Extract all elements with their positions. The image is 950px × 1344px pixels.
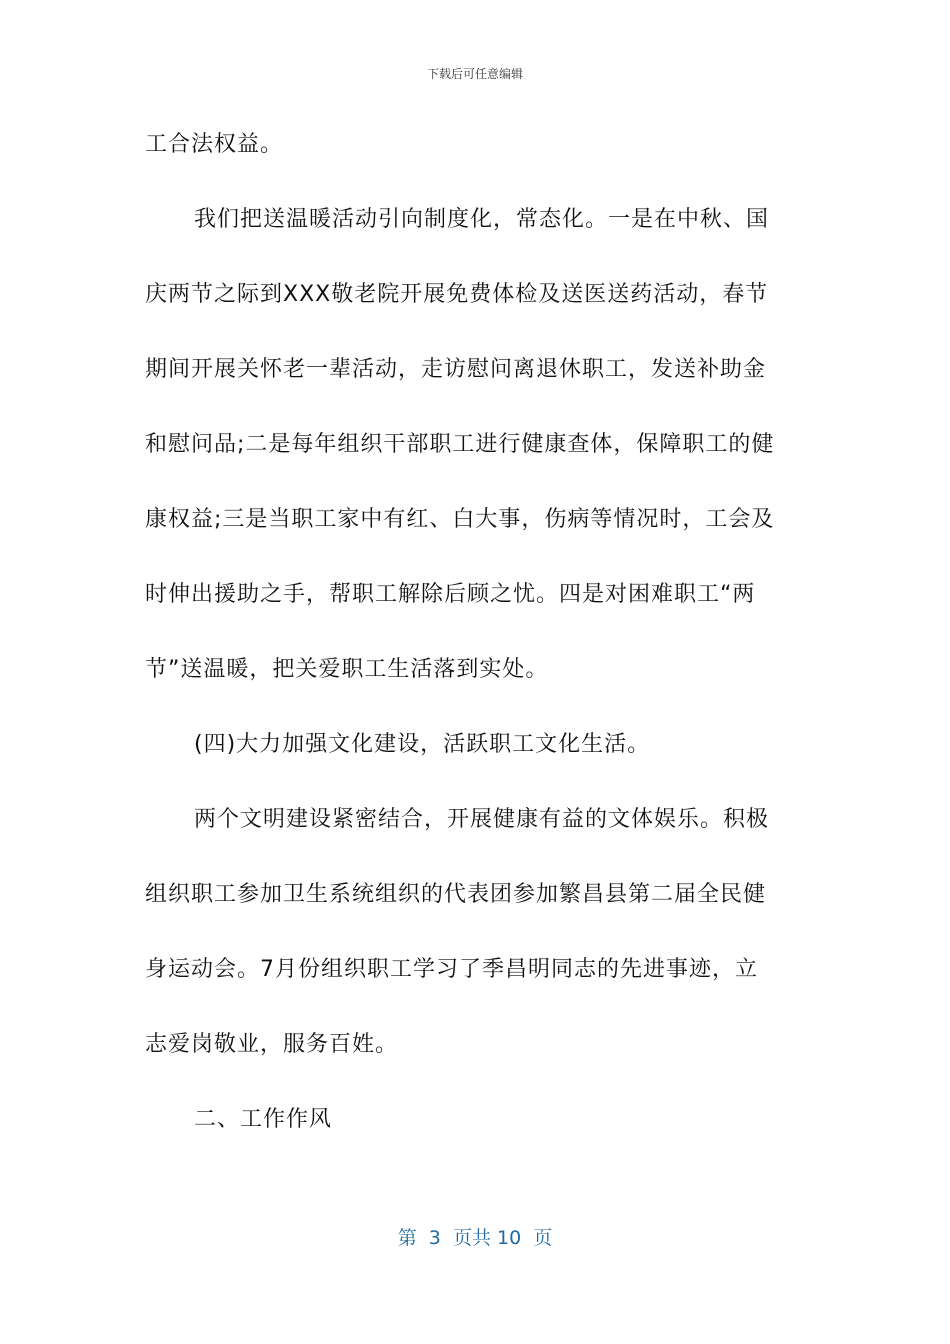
body-line: 庆两节之际到XXX敬老院开展免费体检及送医送药活动，春节 [145,282,769,307]
section-heading: (四)大力加强文化建设，活跃职工文化生活。 [194,732,651,757]
body-line: 组织职工参加卫生系统组织的代表团参加繁昌县第二届全民健 [145,882,767,907]
body-line: 节”送温暖，把关爱职工生活落到实处。 [145,657,549,682]
body-line: 工合法权益。 [145,132,284,157]
body-line: 志爱岗敬业，服务百姓。 [145,1032,399,1057]
body-line: 我们把送温暖活动引向制度化，常态化。一是在中秋、国 [194,207,770,232]
page-number: 第 3 页共 10 页 [397,1227,553,1249]
body-line: 和慰问品;二是每年组织干部职工进行健康查体，保障职工的健 [145,432,775,457]
document-body [145,120,805,1170]
body-line: 期间开展关怀老一辈活动，走访慰问离退休职工，发送补助金 [145,357,767,382]
body-line: 时伸出援助之手，帮职工解除后顾之忧。四是对困难职工“两 [145,582,756,607]
body-line: 两个文明建设紧密结合，开展健康有益的文体娱乐。积极 [194,807,770,832]
page-header-note: 下载后可任意编辑 [426,67,523,81]
body-line: 身运动会。7月份组织职工学习了季昌明同志的先进事迹，立 [145,957,758,982]
body-line: 康权益;三是当职工家中有红、白大事，伤病等情况时，工会及 [145,507,775,532]
section-heading: 二、工作作风 [194,1107,333,1132]
